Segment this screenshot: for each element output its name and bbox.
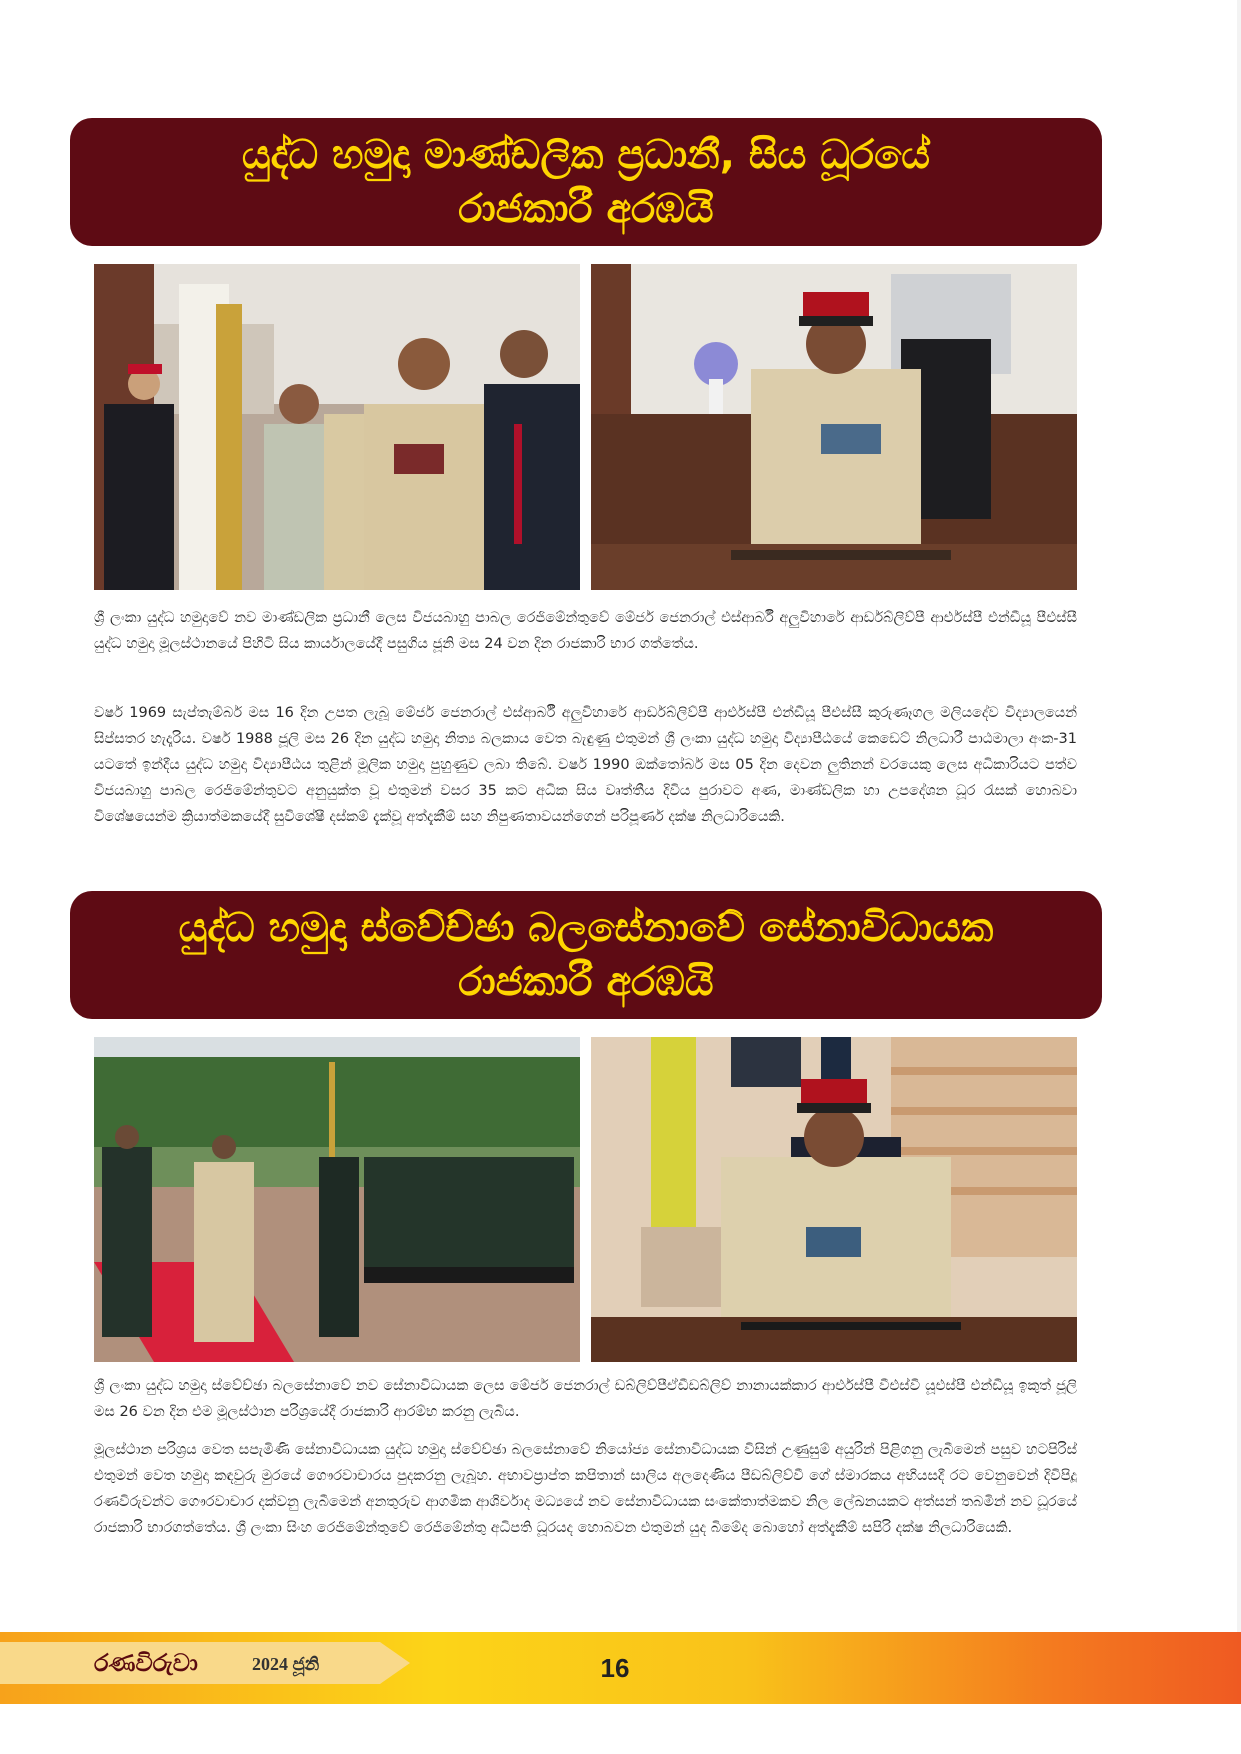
article2-title-line2: රාජකාරී අරඹයි — [458, 959, 714, 1005]
footer-tab — [0, 1642, 410, 1684]
issue-date: 2024 ජූනි — [252, 1654, 320, 1674]
article1-title-banner — [70, 118, 1102, 246]
article1-paragraph2: වර්ෂ 1969 සැප්තැම්බර් මස 16 දින උපත ලැබූ මේජර් ජෙනරාල් එස්ආර්බී අලුවිහාරේ ආර්ඩබ්ලිව්පී ආර්එස්පී එන්ඩීයූ පීඑස්සී කුරුණෑගල මලියදේව විද්‍යාලයෙන් සිප්සතර හැදෑරිය. වර්ෂ 1988 ජූලි මස 26 දින යුද්ධ හමුදා නිත්‍ය බලකාය වෙත බැඳුණු එතුමන් ශ්‍රී ලංකා යුද්ධ හමුදා විද්‍යාපීඨයේ කෙඩෙට් නිලධාරී පාඨමාලා අංක-31 යටතේ ඉන්දීය යුද්ධ හමුදා විද්‍යාපීඨය තුළින් මූලික හමුදා පුහුණුව ලබා තිබේ. වර්ෂ 1990 ඔක්තෝබර් මස 05 දින දෙවන ලුතිනන් වරයෙකු ලෙස අධිකාරියට පත්ව විජයබාහු පාබල රෙජිමේන්තුවට අනුයුක්ත වූ එතුමන් වසර 35 කට අධික සිය වෘත්තීය දිවිය පුරාවට අණ, මාණ්ඩලික හා උපදේශන ධූර රැසක් හොබවා විශේෂයෙන්ම ක්‍රියාත්මකයේදී සුවිශේෂී දස්කම් දැක්වූ අත්දැකීම් සහ නිපුණතාවයන්ගෙන් පරිපූර්ණ දක්ෂ නිලධාරියෙකි. — [94, 705, 1077, 825]
article2-paragraph1: ශ්‍රී ලංකා යුද්ධ හමුදා ස්වේච්ඡා බලසේනාවේ නව සේනාවිධායක ලෙස මේජර් ජෙනරාල් ඩබ්ලිව්පීඒඩීඩබ්ලිව් නානායක්කාර ආර්එස්පී වීඑස්වී යූඑස්පී එන්ඩීයූ ඉකුත් ජූලි මස 26 වන දින එම මූලස්ථාන පරිශ්‍රයේදී රාජකාරි ආරම්භ කරනු ලැබිය. — [94, 1378, 1077, 1420]
volunteer-force-commander-portrait-photo — [591, 1037, 1077, 1362]
page-number: 16 — [600, 1653, 630, 1683]
magazine-logo: රණවිරුවා — [94, 1648, 198, 1677]
article1-paragraph1: ශ්‍රී ලංකා යුද්ධ හමුදාවේ නව මාණ්ඩලික ප්‍රධානී ලෙස විජයබාහු පාබල රෙජිමේන්තුවේ මේජර් ජෙනරාල් එස්ආර්බී අලුවිහාරේ ආර්ඩබ්ලිව්පී ආර්එස්පී එන්ඩීයූ පීඑස්සී යුද්ධ හමුදා මූලස්ථානයේ පිහිටි සිය කාර්යාලයේදී පසුගිය ජූනි මස 24 වන දින රාජකාරි භාර ගත්තේය. — [94, 610, 1077, 652]
article1-title-line1: යුද්ධ හමුදා මාණ්ඩලික ප්‍රධානී, සිය ධූරයේ — [241, 132, 931, 178]
article2-paragraph2: මූලස්ථාන පරිශ්‍රය වෙත සපැමිණි සේනාවිධායක යුද්ධ හමුදා ස්වේච්ඡා බලසේනාවේ නියෝජ්‍ය සේනාවිධායක විසින් උණුසුම් අයුරින් පිළිගනු ලැබීමෙන් පසුව හටපිරිස් එතුමන් වෙත හමුදා කඳවුරු මුරයේ ගෞරවාචාරය පුදකරනු ලැබූහ. අභාවප්‍රාප්ත කපිතාන් සාලිය අලදෙණිය පීඩබ්ලිව්වී ගේ ස්මාරකය අභියසදී රට වෙනුවෙන් දිවිපිදූ රණවිරුවන්ට ගෞරවාචාර දක්වනු ලැබීමෙන් අනතුරුව ආගමික ආශිර්වාද මධ්‍යයේ නව සේනාවිධායක සංකේතාත්මකව නිල ලේඛනයකට අත්සන් තබමින් නව ධූරයේ රාජකාරි භාරගත්තේය. ශ්‍රී ලංකා සිංහ රෙජිමේන්තුවේ රෙජිමේන්තු අධිපති ධූරයද හොබවන එතුමන් යුද බිමේද බොහෝ අත්දැකීම් සපිරි දක්ෂ නිලධාරියෙකි. — [94, 1442, 1077, 1536]
chief-of-staff-portrait-photo — [591, 264, 1077, 590]
guard-of-honour-photo — [94, 1037, 580, 1362]
article2-title-banner — [70, 891, 1102, 1019]
lamp-lighting-photo — [94, 264, 580, 590]
page-edge — [1237, 0, 1241, 1632]
article1-title-line2: රාජකාරී අරඹයි — [458, 186, 714, 232]
article2-title-line1: යුද්ධ හමුදා ස්වේච්ඡා බලසේනාවේ සේනාවිධායක — [178, 905, 994, 951]
